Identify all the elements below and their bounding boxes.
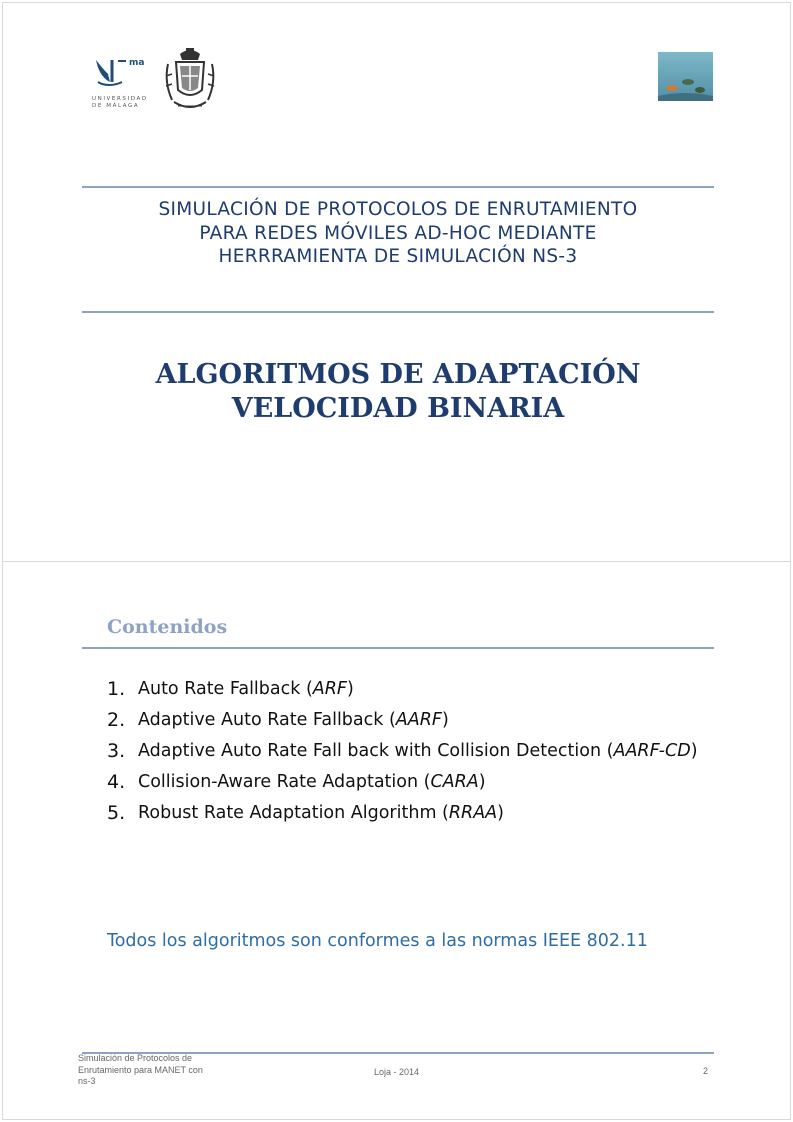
turtles-photo bbox=[658, 52, 713, 101]
university-logo bbox=[92, 56, 152, 114]
page-number: 2 bbox=[702, 1066, 708, 1076]
list-item: 2. Adaptive Auto Rate Fallback (AARF) bbox=[107, 709, 449, 731]
contents-heading: Contenidos bbox=[107, 616, 228, 638]
uma-logo-superscript: ma bbox=[129, 58, 145, 68]
contents-list bbox=[107, 678, 707, 833]
list-item: 4. Collision-Aware Rate Adaptation (CARA) bbox=[107, 771, 486, 793]
list-item: 3. Adaptive Auto Rate Fall back with Collision Detection (AARF-CD) bbox=[107, 740, 698, 762]
slide-title: ALGORITMOS DE ADAPTACIÓN VELOCIDAD BINARIA bbox=[155, 359, 641, 424]
header-bottom-rule bbox=[82, 311, 714, 313]
standards-note: Todos los algoritmos son conformes a las normas IEEE 802.11 bbox=[107, 931, 648, 951]
list-item: 5. Robust Rate Adaptation Algorithm (RRAA) bbox=[107, 802, 504, 824]
slide-2 bbox=[2, 561, 791, 1120]
footer-location-date: Loja - 2014 bbox=[373, 1067, 420, 1077]
contents-rule bbox=[82, 647, 714, 649]
uma-logo-text: UNIVERSIDAD DE MÁLAGA bbox=[92, 96, 148, 109]
school-crest-icon bbox=[162, 46, 218, 114]
header-top-rule bbox=[82, 186, 714, 188]
uma-logo-icon bbox=[92, 56, 132, 92]
list-item: 1. Auto Rate Fallback (ARF) bbox=[107, 678, 354, 700]
course-header: SIMULACIÓN DE PROTOCOLOS DE ENRUTAMIENTO PARA REDES MÓVILES AD-HOC MEDIANTE HERRRAMIENTA DE SIMULACIÓN NS-3 bbox=[158, 199, 638, 267]
footer-course-name: Simulación de Protocolos de Enrutamiento para MANET con ns-3 bbox=[78, 1053, 203, 1086]
